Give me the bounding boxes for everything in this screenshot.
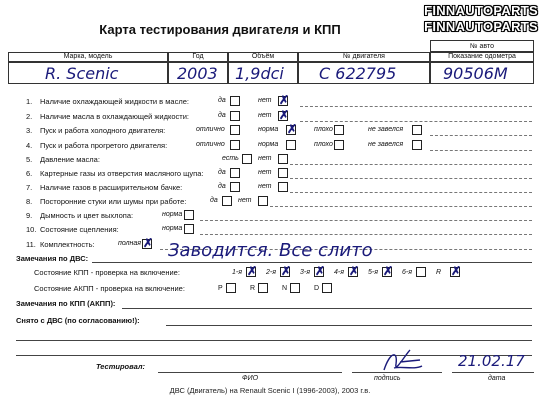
checkbox[interactable]: [278, 93, 290, 107]
row-number: 9.: [26, 211, 33, 220]
checkbox[interactable]: [184, 210, 194, 220]
row-dashed-line: [270, 206, 532, 207]
option-label: не завелся: [368, 126, 404, 133]
row-dashed-line: [300, 106, 532, 107]
checkbox[interactable]: [242, 154, 252, 164]
check-mark-icon: ✗: [287, 122, 298, 136]
removed-line: [166, 325, 532, 326]
option-label: отлично: [196, 141, 225, 148]
option-label: не завелся: [368, 141, 404, 148]
gear-checkbox[interactable]: [348, 264, 360, 278]
remarks-kpp-label: Замечания по КПП (АКПП):: [16, 299, 116, 308]
auto-number-label: № авто: [470, 43, 494, 50]
row-number: 10.: [26, 225, 37, 234]
row-number: 1.: [26, 97, 33, 106]
handwritten-model: R. Scenic: [45, 64, 119, 83]
check-mark-icon: ✗: [315, 264, 326, 278]
fio-line: [158, 372, 342, 373]
row-number: 5.: [26, 155, 33, 164]
handwritten-odometer: 90506M: [443, 64, 508, 83]
mode-label: R: [250, 285, 256, 292]
gear-label: 3-я: [300, 269, 310, 276]
gear-checkbox[interactable]: [246, 264, 258, 278]
row-label: Состояние сцепления:: [40, 225, 119, 234]
row-number: 8.: [26, 197, 33, 206]
check-mark-icon: ✗: [247, 264, 258, 278]
gear-label: 6-я: [402, 269, 412, 276]
option-label: плохо: [314, 141, 333, 148]
checkbox[interactable]: [278, 168, 288, 178]
row-dashed-line: [200, 220, 532, 221]
header-year: Год: [192, 53, 204, 60]
option-label: нет: [258, 183, 272, 190]
row-dashed-line: [290, 192, 532, 193]
date-line: [452, 372, 534, 373]
option-label: норма: [162, 211, 183, 218]
option-label: да: [218, 169, 226, 176]
tested-label: Тестировал:: [96, 362, 145, 371]
mode-label: D: [314, 285, 320, 292]
check-mark-icon: ✗: [451, 264, 462, 278]
mode-checkbox[interactable]: [226, 283, 236, 293]
row-label: Дымность и цвет выхлопа:: [40, 211, 134, 220]
row-number: 11.: [26, 240, 36, 249]
row-dashed-line: [430, 135, 532, 136]
row-label: Наличие масла в охлаждающей жидкости:: [40, 112, 189, 121]
checkbox[interactable]: [258, 196, 268, 206]
header-engine-no: № двигателя: [343, 53, 385, 60]
checkbox[interactable]: [230, 96, 240, 106]
check-mark-icon: ✗: [383, 264, 394, 278]
row-label: Комплектность:: [40, 240, 95, 249]
watermark-logo-bottom: FINNAUTOPARTS: [424, 19, 538, 34]
checkbox[interactable]: [230, 125, 240, 135]
option-label: норма: [162, 225, 183, 232]
row-number: 6.: [26, 169, 33, 178]
gear-checkbox[interactable]: [450, 264, 462, 278]
kpp-label: Состояние КПП - проверка на включение:: [34, 268, 180, 277]
gear-label: 2-я: [266, 269, 276, 276]
row-label: Посторонние стуки или шумы при работе:: [40, 197, 187, 206]
header-model: Марка, модель: [63, 53, 113, 60]
page-caption: ДВС (Двигатель) на Renault Scenic I (1996-2003), 2003 г.в.: [169, 386, 371, 395]
handwritten-remark-engine: Заводится. Все слито: [168, 240, 373, 261]
row-label: Наличие охлаждающей жидкости в масле:: [40, 97, 189, 106]
gear-checkbox[interactable]: [382, 264, 394, 278]
gear-checkbox[interactable]: [280, 264, 292, 278]
row-dashed-line: [200, 234, 532, 235]
checkbox[interactable]: [230, 182, 240, 192]
checkbox[interactable]: [334, 140, 344, 150]
option-label: да: [210, 197, 218, 204]
checkbox[interactable]: [286, 122, 298, 136]
mode-checkbox[interactable]: [322, 283, 332, 293]
option-label: да: [218, 112, 226, 119]
blank-line-1: [16, 340, 532, 341]
fio-label: ФИО: [242, 375, 259, 382]
check-mark-icon: ✗: [279, 108, 290, 122]
mode-checkbox[interactable]: [258, 283, 268, 293]
auto-number-cell: [430, 40, 534, 52]
date-label: дата: [488, 375, 506, 382]
checkbox[interactable]: [412, 140, 422, 150]
row-number: 3.: [26, 126, 33, 135]
gear-label: 4-я: [334, 269, 344, 276]
row-label: Наличие газов в расширительном бачке:: [40, 183, 183, 192]
option-label: норма: [258, 141, 279, 148]
checkbox[interactable]: [230, 168, 240, 178]
remarks-engine-label: Замечания по ДВС:: [16, 254, 89, 263]
checkbox[interactable]: [230, 111, 240, 121]
option-label: нет: [258, 97, 272, 104]
gear-checkbox[interactable]: [314, 264, 326, 278]
option-label: нет: [238, 197, 252, 204]
option-label: нет: [258, 112, 272, 119]
checkbox[interactable]: [334, 125, 344, 135]
gear-label: 1-я: [232, 269, 242, 276]
check-mark-icon: ✗: [349, 264, 360, 278]
remarks-engine-line: [92, 262, 532, 263]
handwritten-date: 21.02.17: [458, 352, 525, 370]
gear-checkbox[interactable]: [416, 267, 426, 277]
header-odometer: Показание одометра: [448, 53, 516, 60]
checkbox[interactable]: [278, 182, 288, 192]
row-dashed-line: [430, 150, 532, 151]
checkbox[interactable]: [184, 224, 194, 234]
removed-label: Снято с ДВС (по согласованию!):: [16, 316, 140, 325]
mode-checkbox[interactable]: [290, 283, 300, 293]
blank-line-2: [16, 355, 532, 356]
option-label: нет: [258, 155, 272, 162]
mode-label: N: [282, 285, 288, 292]
check-mark-icon: ✗: [143, 236, 154, 250]
handwritten-volume: 1,9dci: [235, 64, 284, 83]
mode-label: P: [218, 285, 223, 292]
option-label: норма: [258, 126, 279, 133]
checkbox[interactable]: [278, 108, 290, 122]
checkbox[interactable]: [278, 154, 288, 164]
checkbox[interactable]: [222, 196, 232, 206]
handwritten-engine-no: C 622795: [319, 64, 397, 83]
row-label: Пуск и работа прогретого двигателя:: [40, 141, 168, 150]
signature-label: подпись: [374, 375, 401, 382]
row-dashed-line: [300, 121, 532, 122]
row-label: Давление масла:: [40, 155, 100, 164]
checkbox[interactable]: [286, 140, 296, 150]
header-volume: Объём: [251, 53, 275, 60]
row-dashed-line: [290, 178, 532, 179]
checkbox[interactable]: [230, 140, 240, 150]
option-label: нет: [258, 169, 272, 176]
option-label: полная: [118, 240, 142, 247]
check-mark-icon: ✗: [281, 264, 292, 278]
option-label: плохо: [314, 126, 333, 133]
header-table: [8, 52, 534, 82]
row-label: Пуск и работа холодного двигателя:: [40, 126, 166, 135]
page-title: Карта тестирования двигателя и КПП: [99, 22, 341, 37]
row-dashed-line: [290, 164, 532, 165]
row-label: Картерные газы из отверстия масляного щупа:: [40, 169, 204, 178]
checkbox[interactable]: [142, 236, 154, 250]
signature-image: [380, 346, 426, 376]
gear-label: R: [436, 269, 442, 276]
option-label: отлично: [196, 126, 225, 133]
option-label: есть: [222, 155, 239, 162]
watermark-logo-top: FINNAUTOPARTS: [424, 3, 538, 18]
checkbox[interactable]: [412, 125, 422, 135]
handwritten-year: 2003: [177, 64, 218, 83]
option-label: да: [218, 183, 226, 190]
akpp-label: Состояние АКПП - проверка на включение:: [34, 284, 185, 293]
row-number: 4.: [26, 141, 33, 150]
check-mark-icon: ✗: [279, 93, 290, 107]
gear-label: 5-я: [368, 269, 378, 276]
row-number: 2.: [26, 112, 33, 121]
option-label: да: [218, 97, 226, 104]
remarks-kpp-line: [122, 308, 532, 309]
row-number: 7.: [26, 183, 33, 192]
